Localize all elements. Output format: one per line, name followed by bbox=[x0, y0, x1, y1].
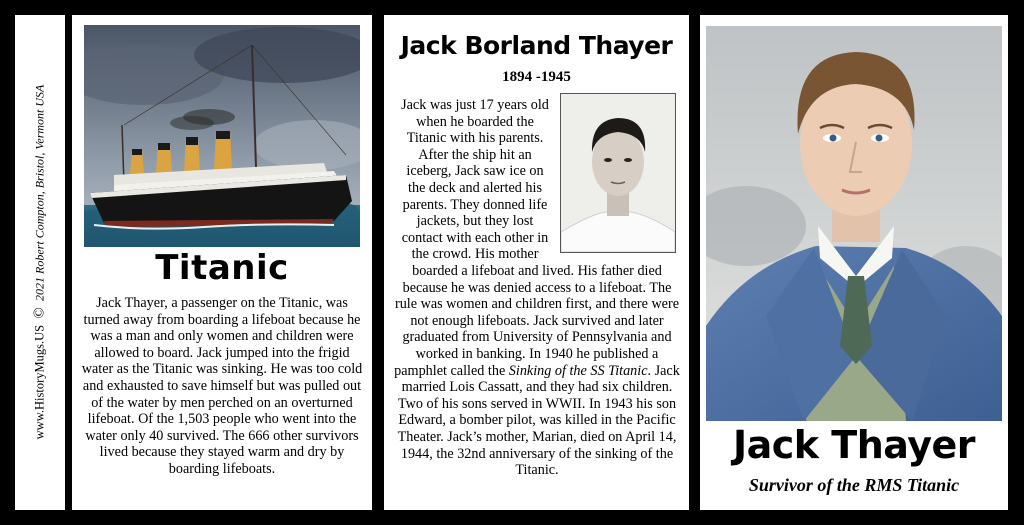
titanic-description: Jack Thayer, a passenger on the Titanic, was turned away from boarding a lifeboat because he was a man and only women and children were allowed to board. Jack jumped into the frigid water as the Titanic was sinking. He was too cold and exhausted to save himself but was pulled out of the water by men perched on an overturned lifeboat. Of the 1,503 people who went into the water only 40 survived. The 666 other survivors lived because they stayed warm and dry by boarding lifeboats. bbox=[81, 295, 363, 477]
copyright-icon: © bbox=[31, 307, 48, 319]
panel-title: Titanic bbox=[155, 248, 289, 288]
jack-thayer-portrait bbox=[706, 26, 1002, 421]
full-name-heading: Jack Borland Thayer bbox=[400, 31, 673, 60]
portrait-caption: Survivor of the RMS Titanic bbox=[748, 475, 960, 495]
copyright-text: 2021 Robert Compton, Bristol, Vermont USA bbox=[32, 84, 47, 301]
biography-panel bbox=[384, 15, 689, 510]
titanic-ship-image bbox=[84, 25, 360, 247]
portrait-name: Jack Thayer bbox=[732, 423, 976, 467]
pamphlet-title: Sinking of the SS Titanic bbox=[508, 362, 648, 379]
biography-intro: Jack was just 17 years old when he boarded the Titanic with his parents. After the ship hit an iceberg, Jack saw ice on the deck and alerted his parents. They donned life jackets, but they lost contact with each other in the crowd. His mother bbox=[401, 97, 549, 263]
website-text: www.HistoryMugs.US bbox=[32, 324, 47, 440]
jack-thayer-photo bbox=[560, 93, 676, 253]
spine-credit bbox=[32, 27, 49, 497]
life-dates: 1894 -1945 bbox=[502, 69, 571, 85]
portrait-panel bbox=[700, 15, 1008, 510]
spine-panel bbox=[15, 15, 65, 510]
titanic-panel bbox=[72, 15, 372, 510]
biography-text: boarded a lifeboat and lived. His father died because he was denied access to a lifeboat. The rule was women and children first, and there were not enough lifeboats. Jack survived and later graduated from University of Pennsylvania and worked in banking. In 1940 he published a pamphlet called the Sinking of the SS Titanic. Jack married Lois Cassatt, and they had six children. Two of his sons served in WWII. In 1943 his son Edward, a bomber pilot, was killed in the Pacific Theater. Jack’s mother, Marian, died on April 14, 1944, the 32nd anniversary of the sinking of the Titanic. bbox=[394, 263, 680, 479]
